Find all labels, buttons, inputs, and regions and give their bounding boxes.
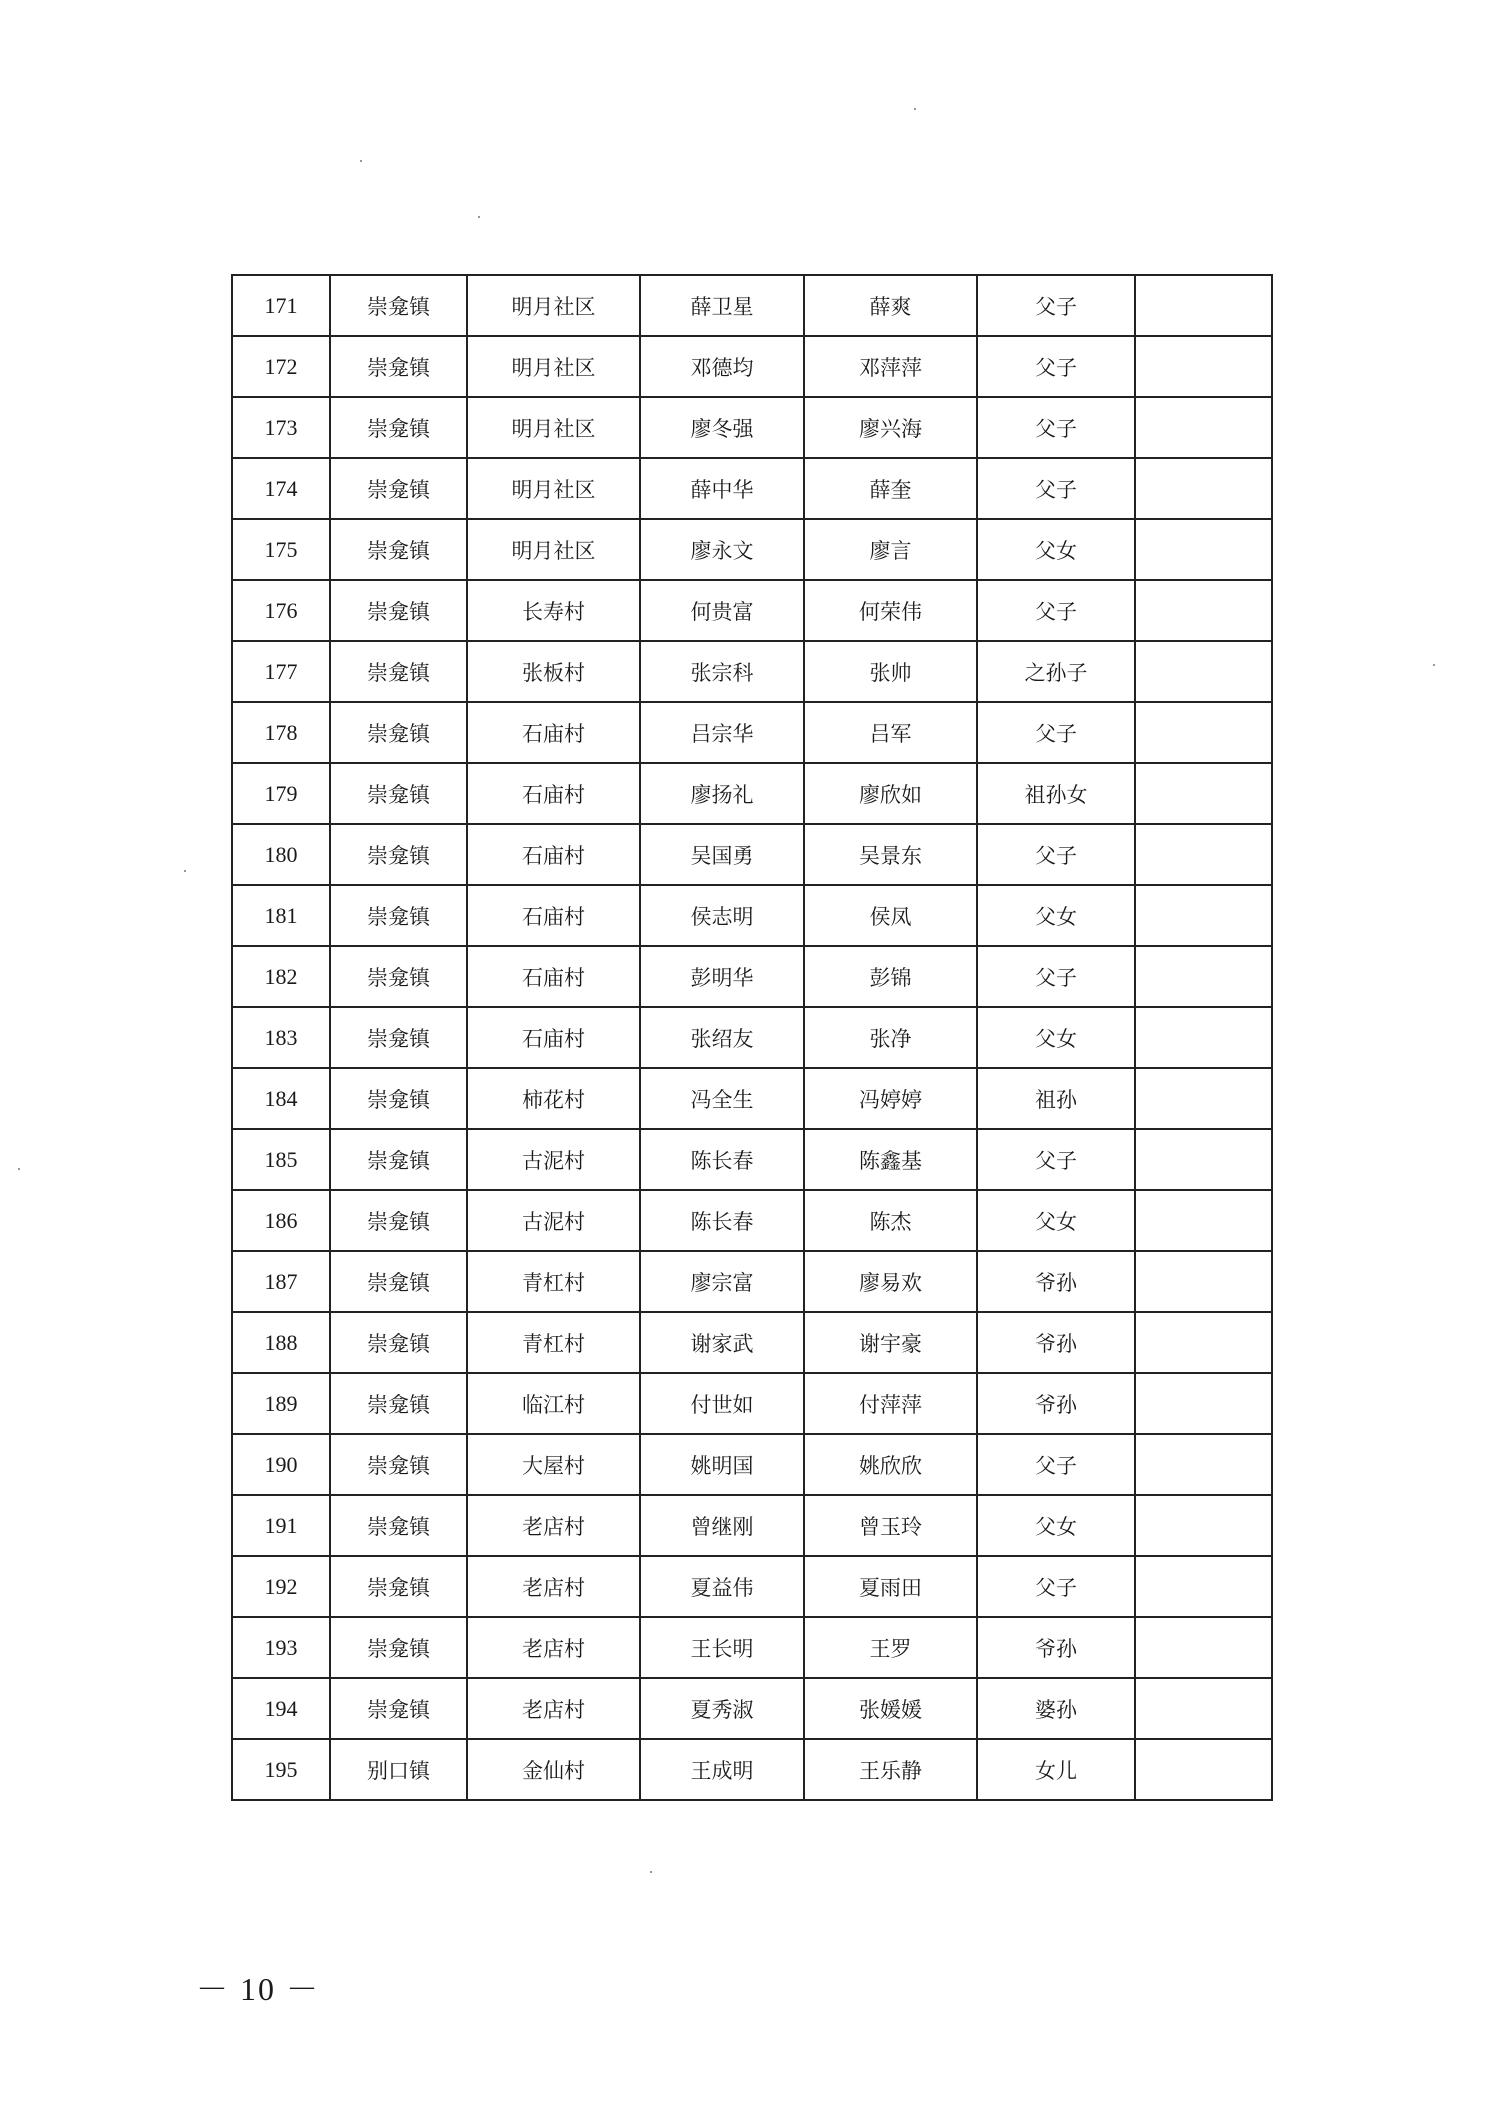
remarks-cell [1135, 1556, 1272, 1617]
relative-name-cell: 谢宇豪 [804, 1312, 977, 1373]
relationship-cell: 婆孙 [977, 1678, 1135, 1739]
name-cell: 曾继刚 [640, 1495, 804, 1556]
name-cell: 王成明 [640, 1739, 804, 1800]
town-cell: 崇龛镇 [330, 763, 467, 824]
relationship-cell: 祖孙 [977, 1068, 1135, 1129]
relationship-cell: 爷孙 [977, 1617, 1135, 1678]
relationship-cell: 爷孙 [977, 1251, 1135, 1312]
village-cell: 老店村 [467, 1556, 640, 1617]
relationship-cell: 女儿 [977, 1739, 1135, 1800]
scan-speck [478, 216, 480, 218]
relationship-cell: 父子 [977, 1556, 1135, 1617]
name-cell: 冯全生 [640, 1068, 804, 1129]
town-cell: 崇龛镇 [330, 458, 467, 519]
relationship-cell: 爷孙 [977, 1312, 1135, 1373]
town-cell: 崇龛镇 [330, 1068, 467, 1129]
row-number-cell: 176 [232, 580, 330, 641]
village-cell: 青杠村 [467, 1312, 640, 1373]
scan-speck [360, 160, 362, 162]
row-number-cell: 193 [232, 1617, 330, 1678]
relationship-cell: 父女 [977, 885, 1135, 946]
relative-name-cell: 冯婷婷 [804, 1068, 977, 1129]
table-row [232, 1434, 1272, 1495]
remarks-cell [1135, 1129, 1272, 1190]
row-number-cell: 172 [232, 336, 330, 397]
remarks-cell [1135, 885, 1272, 946]
row-number-cell: 179 [232, 763, 330, 824]
table-row [232, 458, 1272, 519]
name-cell: 张绍友 [640, 1007, 804, 1068]
town-cell: 崇龛镇 [330, 519, 467, 580]
town-cell: 崇龛镇 [330, 946, 467, 1007]
row-number-cell: 178 [232, 702, 330, 763]
name-cell: 廖永文 [640, 519, 804, 580]
relative-name-cell: 彭锦 [804, 946, 977, 1007]
scan-speck [1433, 664, 1435, 666]
remarks-cell [1135, 1373, 1272, 1434]
name-cell: 薛中华 [640, 458, 804, 519]
table-row [232, 275, 1272, 336]
village-cell: 柿花村 [467, 1068, 640, 1129]
name-cell: 陈长春 [640, 1190, 804, 1251]
remarks-cell [1135, 1617, 1272, 1678]
remarks-cell [1135, 1678, 1272, 1739]
town-cell: 崇龛镇 [330, 1312, 467, 1373]
relationship-cell: 爷孙 [977, 1373, 1135, 1434]
table-row [232, 1312, 1272, 1373]
remarks-cell [1135, 1434, 1272, 1495]
relative-name-cell: 姚欣欣 [804, 1434, 977, 1495]
remarks-cell [1135, 824, 1272, 885]
table-row [232, 641, 1272, 702]
town-cell: 崇龛镇 [330, 641, 467, 702]
table-row [232, 1251, 1272, 1312]
relationship-cell: 父子 [977, 824, 1135, 885]
relative-name-cell: 吕军 [804, 702, 977, 763]
village-cell: 长寿村 [467, 580, 640, 641]
row-number-cell: 184 [232, 1068, 330, 1129]
table-row [232, 580, 1272, 641]
name-cell: 姚明国 [640, 1434, 804, 1495]
relationship-cell: 父女 [977, 1190, 1135, 1251]
remarks-cell [1135, 397, 1272, 458]
remarks-cell [1135, 336, 1272, 397]
name-cell: 张宗科 [640, 641, 804, 702]
village-cell: 明月社区 [467, 519, 640, 580]
relationship-cell: 父子 [977, 458, 1135, 519]
remarks-cell [1135, 1007, 1272, 1068]
village-cell: 古泥村 [467, 1190, 640, 1251]
row-number-cell: 189 [232, 1373, 330, 1434]
village-cell: 石庙村 [467, 763, 640, 824]
name-cell: 侯志明 [640, 885, 804, 946]
relative-name-cell: 薛爽 [804, 275, 977, 336]
relationship-cell: 父子 [977, 1129, 1135, 1190]
town-cell: 崇龛镇 [330, 1434, 467, 1495]
relative-name-cell: 张媛媛 [804, 1678, 977, 1739]
relative-name-cell: 张净 [804, 1007, 977, 1068]
name-cell: 夏益伟 [640, 1556, 804, 1617]
roster-table-body [232, 275, 1272, 1800]
row-number-cell: 177 [232, 641, 330, 702]
table-row [232, 1190, 1272, 1251]
relationship-cell: 父女 [977, 519, 1135, 580]
relative-name-cell: 曾玉玲 [804, 1495, 977, 1556]
relative-name-cell: 邓萍萍 [804, 336, 977, 397]
roster-table [231, 274, 1273, 1801]
row-number-cell: 183 [232, 1007, 330, 1068]
village-cell: 张板村 [467, 641, 640, 702]
relative-name-cell: 何荣伟 [804, 580, 977, 641]
town-cell: 崇龛镇 [330, 1007, 467, 1068]
village-cell: 石庙村 [467, 1007, 640, 1068]
table-row [232, 1556, 1272, 1617]
town-cell: 崇龛镇 [330, 1495, 467, 1556]
remarks-cell [1135, 1190, 1272, 1251]
name-cell: 廖扬礼 [640, 763, 804, 824]
village-cell: 明月社区 [467, 336, 640, 397]
table-row [232, 1068, 1272, 1129]
town-cell: 崇龛镇 [330, 1190, 467, 1251]
name-cell: 何贵富 [640, 580, 804, 641]
village-cell: 临江村 [467, 1373, 640, 1434]
town-cell: 崇龛镇 [330, 1373, 467, 1434]
table-row [232, 1495, 1272, 1556]
row-number-cell: 181 [232, 885, 330, 946]
relationship-cell: 父子 [977, 1434, 1135, 1495]
relationship-cell: 之孙子 [977, 641, 1135, 702]
row-number-cell: 192 [232, 1556, 330, 1617]
relative-name-cell: 侯凤 [804, 885, 977, 946]
table-row [232, 1373, 1272, 1434]
town-cell: 崇龛镇 [330, 580, 467, 641]
table-row [232, 885, 1272, 946]
village-cell: 石庙村 [467, 702, 640, 763]
table-row [232, 1617, 1272, 1678]
town-cell: 崇龛镇 [330, 1129, 467, 1190]
town-cell: 崇龛镇 [330, 1251, 467, 1312]
town-cell: 崇龛镇 [330, 275, 467, 336]
table-row [232, 336, 1272, 397]
remarks-cell [1135, 641, 1272, 702]
relationship-cell: 父女 [977, 1007, 1135, 1068]
relationship-cell: 父女 [977, 1495, 1135, 1556]
relationship-cell: 父子 [977, 702, 1135, 763]
row-number-cell: 173 [232, 397, 330, 458]
table-row [232, 519, 1272, 580]
village-cell: 老店村 [467, 1495, 640, 1556]
table-row [232, 824, 1272, 885]
row-number-cell: 171 [232, 275, 330, 336]
name-cell: 谢家武 [640, 1312, 804, 1373]
name-cell: 王长明 [640, 1617, 804, 1678]
village-cell: 石庙村 [467, 824, 640, 885]
page-number: － 10 － [196, 1971, 321, 2007]
scan-speck [914, 108, 916, 110]
village-cell: 老店村 [467, 1678, 640, 1739]
town-cell: 崇龛镇 [330, 1617, 467, 1678]
relative-name-cell: 陈杰 [804, 1190, 977, 1251]
town-cell: 崇龛镇 [330, 824, 467, 885]
town-cell: 崇龛镇 [330, 1678, 467, 1739]
row-number-cell: 186 [232, 1190, 330, 1251]
village-cell: 石庙村 [467, 885, 640, 946]
remarks-cell [1135, 1068, 1272, 1129]
town-cell: 崇龛镇 [330, 336, 467, 397]
row-number-cell: 185 [232, 1129, 330, 1190]
village-cell: 青杠村 [467, 1251, 640, 1312]
name-cell: 陈长春 [640, 1129, 804, 1190]
relationship-cell: 父子 [977, 946, 1135, 1007]
relative-name-cell: 薛奎 [804, 458, 977, 519]
remarks-cell [1135, 275, 1272, 336]
village-cell: 古泥村 [467, 1129, 640, 1190]
relationship-cell: 父子 [977, 397, 1135, 458]
remarks-cell [1135, 763, 1272, 824]
table-row [232, 1739, 1272, 1800]
table-row [232, 702, 1272, 763]
remarks-cell [1135, 1251, 1272, 1312]
table-row [232, 1129, 1272, 1190]
town-cell: 崇龛镇 [330, 397, 467, 458]
relative-name-cell: 张帅 [804, 641, 977, 702]
remarks-cell [1135, 946, 1272, 1007]
village-cell: 明月社区 [467, 397, 640, 458]
remarks-cell [1135, 1739, 1272, 1800]
row-number-cell: 187 [232, 1251, 330, 1312]
town-cell: 崇龛镇 [330, 1556, 467, 1617]
name-cell: 付世如 [640, 1373, 804, 1434]
table-row [232, 763, 1272, 824]
relative-name-cell: 廖言 [804, 519, 977, 580]
remarks-cell [1135, 580, 1272, 641]
town-cell: 崇龛镇 [330, 702, 467, 763]
relationship-cell: 父子 [977, 275, 1135, 336]
name-cell: 彭明华 [640, 946, 804, 1007]
remarks-cell [1135, 519, 1272, 580]
name-cell: 吴国勇 [640, 824, 804, 885]
name-cell: 吕宗华 [640, 702, 804, 763]
relative-name-cell: 王罗 [804, 1617, 977, 1678]
name-cell: 夏秀淑 [640, 1678, 804, 1739]
relative-name-cell: 廖欣如 [804, 763, 977, 824]
remarks-cell [1135, 1312, 1272, 1373]
scan-speck [184, 870, 186, 872]
name-cell: 廖冬强 [640, 397, 804, 458]
row-number-cell: 180 [232, 824, 330, 885]
village-cell: 金仙村 [467, 1739, 640, 1800]
relative-name-cell: 王乐静 [804, 1739, 977, 1800]
relative-name-cell: 廖兴海 [804, 397, 977, 458]
name-cell: 邓德均 [640, 336, 804, 397]
table-row [232, 946, 1272, 1007]
row-number-cell: 195 [232, 1739, 330, 1800]
row-number-cell: 190 [232, 1434, 330, 1495]
relative-name-cell: 陈鑫基 [804, 1129, 977, 1190]
scan-speck [18, 1168, 20, 1170]
remarks-cell [1135, 458, 1272, 519]
relationship-cell: 父子 [977, 336, 1135, 397]
table-row [232, 397, 1272, 458]
row-number-cell: 194 [232, 1678, 330, 1739]
row-number-cell: 191 [232, 1495, 330, 1556]
row-number-cell: 174 [232, 458, 330, 519]
remarks-cell [1135, 1495, 1272, 1556]
row-number-cell: 175 [232, 519, 330, 580]
village-cell: 大屋村 [467, 1434, 640, 1495]
village-cell: 石庙村 [467, 946, 640, 1007]
name-cell: 廖宗富 [640, 1251, 804, 1312]
village-cell: 明月社区 [467, 275, 640, 336]
relationship-cell: 祖孙女 [977, 763, 1135, 824]
town-cell: 别口镇 [330, 1739, 467, 1800]
row-number-cell: 182 [232, 946, 330, 1007]
relative-name-cell: 夏雨田 [804, 1556, 977, 1617]
relationship-cell: 父子 [977, 580, 1135, 641]
row-number-cell: 188 [232, 1312, 330, 1373]
table-row [232, 1678, 1272, 1739]
table-row [232, 1007, 1272, 1068]
village-cell: 明月社区 [467, 458, 640, 519]
remarks-cell [1135, 702, 1272, 763]
relative-name-cell: 吴景东 [804, 824, 977, 885]
scan-speck [650, 1871, 652, 1873]
town-cell: 崇龛镇 [330, 885, 467, 946]
relative-name-cell: 廖易欢 [804, 1251, 977, 1312]
name-cell: 薛卫星 [640, 275, 804, 336]
relative-name-cell: 付萍萍 [804, 1373, 977, 1434]
village-cell: 老店村 [467, 1617, 640, 1678]
